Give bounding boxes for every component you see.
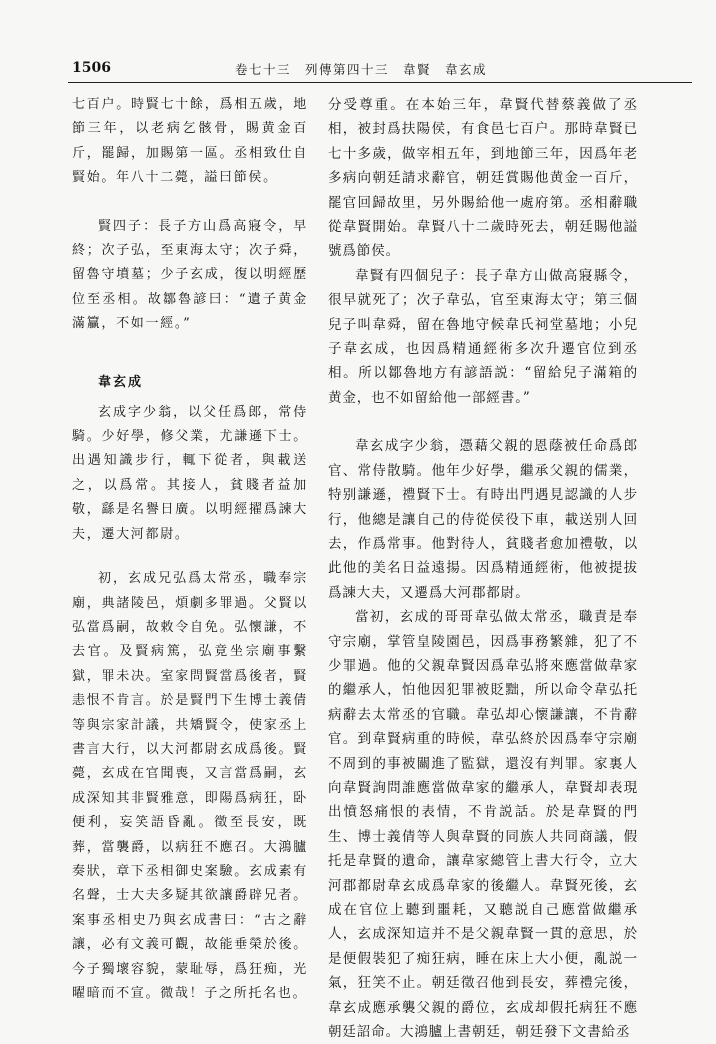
original-paragraph-3: 玄成字少翁，以父任爲郎，常侍騎。少好學，修父業，尤謙遜下士。出遇知識步行，輒下從者，與載送之，以爲常。其接人，貧賤者益加敬，繇是名譽日廣。以明經擢爲諫大夫，遷大河都尉。	[72, 404, 308, 542]
translation-paragraph-3: 韋玄成字少翁，憑藉父親的恩蔭被任命爲郎官、常侍散騎。他年少好學，繼承父親的儒業，特别謙遜，禮賢下士。有時出門遇見認識的人步行，他總是讓自己的侍從侯役下車，載送别人回去，作爲常事。他對待人，貧賤者愈加禮敬，以此他的美名日益遠揚。因爲精通經術，他被提拔爲諫大夫，又遷爲大河郡都尉。	[328, 438, 638, 601]
header-rule	[68, 82, 692, 83]
translation-paragraph-1: 分受尊重。在本始三年，韋賢代替蔡義做了丞相，被封爲扶陽侯，有食邑七百户。那時韋賢已七十多歲，做宰相五年，到地節三年，因爲年老多病向朝廷請求辭官，朝廷賞賜他黄金一百斤，罷官回歸故里，另外賜給他一處府第。丞相辭職從韋賢開始。韋賢八十二歲時死去，朝廷賜他謚號爲節侯。	[328, 97, 638, 260]
page-header	[0, 56, 716, 84]
original-paragraph-4: 初，玄成兄弘爲太常丞，職奉宗廟，典諸陵邑，煩劇多罪過。父賢以弘當爲嗣，故敕令自免。弘懷謙，不去官。及賢病篤，弘竟坐宗廟事繫獄，罪未决。室家問賢當爲後者，賢恚恨不肯言。於是賢門下生博士義倩等與宗家計議，共矯賢令，使家丞上書言大行，以大河都尉玄成爲後。賢薨，玄成在官聞喪，又言當爲嗣，玄成深知其非賢雅意，即陽爲病狂，卧便利，妄笑語昏亂。徵至長安，既葬，當襲爵，以病狂不應召。大鴻臚奏狀，章下丞相御史案驗。玄成素有名聲，士大夫多疑其欲讓爵辟兄者。案事丞相史乃與玄成書曰：“古之辭讓，必有文義可觀，故能垂榮於後。今子獨壞容貌，蒙耻辱，爲狂痴，光曜暗而不宣。微哉！子之所托名也。	[72, 571, 308, 1001]
paragraph-gap	[72, 547, 308, 567]
page-number: 1506	[72, 60, 111, 76]
paragraph-gap	[72, 191, 308, 215]
section-heading: 韋玄成	[98, 374, 144, 390]
left-column-original-text	[72, 93, 308, 1006]
translation-paragraph-2: 韋賢有四個兒子：長子韋方山做高寢縣令，很早就死了；次子韋弘，官至東海太守；第三個兒子叫韋舜，留在魯地守候韋氏祠堂墓地；小兒子韋玄成，也因爲精通經術多次升遷官位到丞相。所以鄒魯地方有諺語説：“留給兒子滿箱的黄金，也不如留給他一部經書。”	[328, 267, 638, 406]
original-paragraph-2: 賢四子：長子方山爲高寢令，早終；次子弘，至東海太守；次子舜，留魯守墳墓；少子玄成，復以明經歷位至丞相。故鄒魯諺曰：“遺子黄金滿籯，不如一經。”	[72, 218, 308, 332]
paragraph-gap	[328, 410, 638, 434]
right-column-translation	[328, 93, 638, 1044]
running-title: 卷七十三 列傳第四十三 韋賢 韋玄成	[235, 62, 488, 77]
translation-paragraph-4: 當初，玄成的哥哥韋弘做太常丞，職責是奉守宗廟，掌管皇陵園邑，因爲事務繁雜，犯了不少罪過。他的父親韋賢因爲韋弘將來應當做韋家的繼承人，怕他因犯罪被貶黜，所以命令韋弘托病辭去太常丞的官職。韋弘却心懷謙讓，不肯辭官。到韋賢病重的時候，韋弘終於因爲奉守宗廟不周到的事被關進了監獄，還沒有判罪。家裏人向韋賢詢問誰應當做韋家的繼承人，韋賢却表現出憤怒痛恨的表情，不肯説話。於是韋賢的門生、博士義倩等人與韋賢的同族人共同商議，假托是韋賢的遺命，讓韋家總管上書大行令，立大河郡都尉韋玄成爲韋家的後繼人。韋賢死後，玄成在官位上聽到噩耗，又聽説自己應當做繼承人，玄成深知這并不是父親韋賢一貫的意思，於是便假裝犯了痴狂病，睡在床上大小便，亂説一氣，狂笑不止。朝廷徵召他到長安，葬禮完後，韋玄成應承襲父親的爵位，玄成却假托病狂不應朝廷詔命。大鴻臚上書朝廷，朝廷發下文書給丞	[328, 609, 638, 1041]
original-paragraph-1: 七百户。時賢七十餘，爲相五歲，地節三年，以老病乞骸骨，賜黄金百斤，罷歸，加賜第一區。丞相致仕自賢始。年八十二薨，謚曰節侯。	[72, 97, 308, 186]
